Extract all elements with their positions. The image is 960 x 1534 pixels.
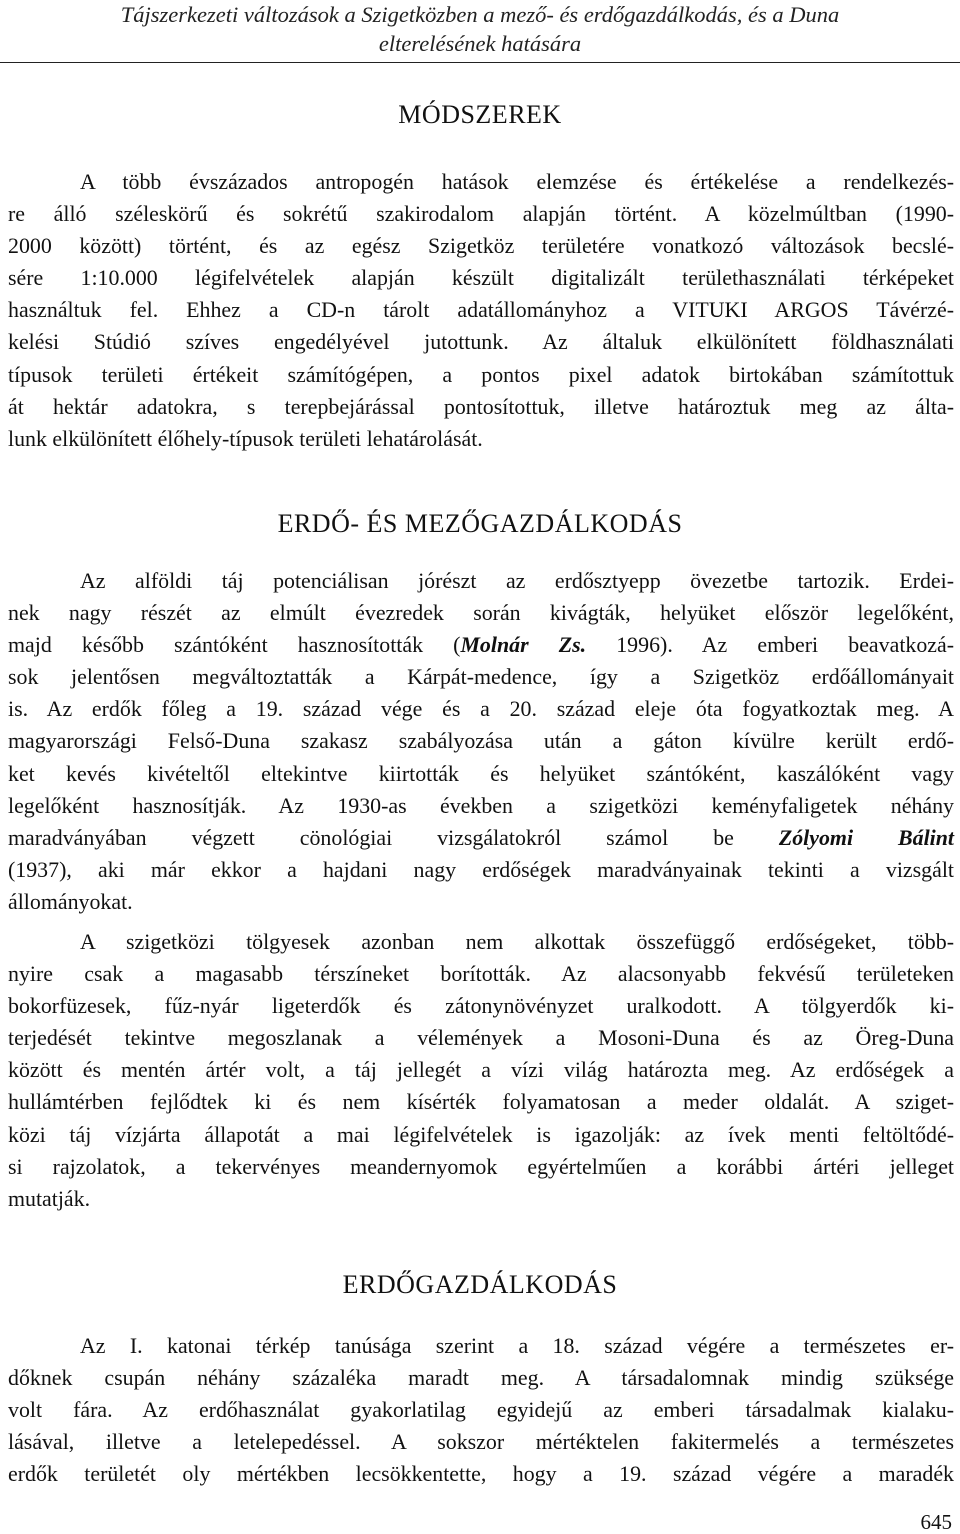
text-line [8, 629, 954, 661]
text-line: (1937), aki már ekkor a hajdani nagy erdőségek maradványainak tekinti a vizsgált [8, 856, 954, 882]
text-line: erdők területét oly mértékben lecsökkentette, hogy a 19. század végére a maradék [8, 1461, 954, 1487]
text-line: ket kevés kivételtől eltekintve kiirtották és helyüket szántóként, kaszálóként vagy [8, 760, 954, 786]
text-line: magyarországi Felső-Duna szakasz szabályozása után a gáton kívülre került erdő- [8, 728, 954, 754]
section-heading-forestry-agriculture: ERDŐ- ÉS MEZŐGAZDÁLKODÁS [277, 509, 683, 538]
text-line: sére 1:10.000 légifelvételek alapján készült digitalizált területhasználati térképeket [8, 265, 954, 291]
text-line: használtuk fel. Ehhez a CD-n tárolt adatállományhoz a VITUKI ARGOS Távérzé- [8, 297, 954, 323]
text-line: bokorfüzesek, fűz-nyár ligeterdők és zátonynövényzet uralkodott. A tölgyerdők ki- [8, 993, 954, 1019]
text-line: volt fára. Az erdőhasználat gyakorlatilag egyidejű az emberi társadalmak kialaku- [8, 1397, 954, 1423]
text-run: majd később szántóként hasznosították ( [8, 632, 461, 658]
text-line: Az alföldi táj potenciálisan jórészt az erdősztyepp övezetbe tartozik. Erdei- [80, 568, 954, 593]
forestry-paragraph [8, 1330, 954, 1490]
text-line: kelési Stúdió szíves engedélyével jutottunk. Az általuk elkülönített földhasználati [8, 329, 954, 355]
citation-author: Molnár Zs. [460, 632, 587, 658]
forestry-agriculture-paragraph-1 [8, 565, 954, 918]
header-rule [0, 62, 960, 63]
text-line [8, 822, 954, 854]
running-header-line-1: Tájszerkezeti változások a Szigetközben a mező- és erdőgazdálkodás, és a Duna [120, 2, 840, 27]
text-run: maradványában végzett cönológiai vizsgálatokról számol be [8, 824, 779, 850]
text-line: között és mentén ártér volt, a táj jellegét a vízi világ határozta meg. Az erdőségek a [8, 1057, 954, 1083]
text-line: A szigetközi tölgyesek azonban nem alkottak összefüggő erdőségeket, több- [80, 929, 954, 954]
text-line: állományokat. [8, 888, 133, 914]
section-heading-forestry: ERDŐGAZDÁLKODÁS [342, 1270, 618, 1299]
page-number: 645 [920, 1510, 952, 1534]
citation-author: Zólyomi Bálint [778, 824, 954, 850]
text-line: nyire csak a magasabb térszíneket borították. Az alacsonyabb fekvésű területeken [8, 961, 954, 987]
text-line: sok jelentősen megváltoztatták a Kárpát-medence, így a Szigetköz erdőállományait [8, 664, 954, 690]
text-run: 1996). Az emberi beavatkozá- [586, 632, 955, 658]
text-line: közi táj vízjárta állapotát a mai légifelvételek is igazolják: az ívek menti feltöltődé- [8, 1121, 954, 1147]
methods-paragraph [8, 166, 954, 455]
text-line: A több évszázados antropogén hatások elemzése és értékelése a rendelkezés- [80, 169, 954, 194]
text-line: típusok területi értékeit számítógépen, a pontos pixel adatok birtokában számítottuk [8, 361, 954, 387]
text-line: 2000 között) történt, és az egész Szigetköz területére vonatkozó változások becslé- [8, 233, 954, 259]
text-line: lunk elkülönített élőhely-típusok területi lehatárolását. [8, 425, 483, 451]
running-header [0, 0, 960, 58]
text-line: legelőként hasznosítják. Az 1930-as években a szigetközi keményfaligetek néhány [8, 792, 954, 818]
running-header-line-2: elterelésének hatására [378, 31, 582, 56]
text-line: lásával, illetve a letelepedéssel. A sokszor mértéktelen fakitermelés a természetes [8, 1429, 954, 1455]
text-line: si rajzolatok, a tekervényes meandernyomok egyértelműen a korábbi ártéri jelleget [8, 1153, 954, 1179]
text-line: terjedését tekintve megoszlanak a vélemények a Mosoni-Duna és az Öreg-Duna [8, 1025, 954, 1051]
text-line: dőknek csupán néhány százaléka maradt meg. A társadalomnak mindig szüksége [8, 1365, 954, 1391]
text-line: re álló széleskörű és sokrétű szakirodalom alapján történt. A közelmúltban (1990- [8, 201, 954, 227]
text-line: mutatják. [8, 1185, 91, 1211]
text-line: nek nagy részét az elmúlt évezredek során kivágták, helyüket először legelőként, [8, 600, 954, 626]
text-line: Az I. katonai térkép tanúsága szerint a 18. század végére a természetes er- [80, 1333, 954, 1358]
forestry-agriculture-paragraph-2 [8, 926, 954, 1215]
section-heading-methods: MÓDSZEREK [398, 100, 562, 129]
text-line: át hektár adatokra, s terepbejárással pontosítottuk, illetve határoztuk meg az álta- [8, 393, 954, 419]
text-line: hullámtérben fejlődtek ki és nem kísérték folyamatosan a meder oldalát. A sziget- [8, 1089, 954, 1115]
text-line: is. Az erdők főleg a 19. század vége és a 20. század eleje óta fogyatkoztak meg. A [8, 696, 954, 722]
